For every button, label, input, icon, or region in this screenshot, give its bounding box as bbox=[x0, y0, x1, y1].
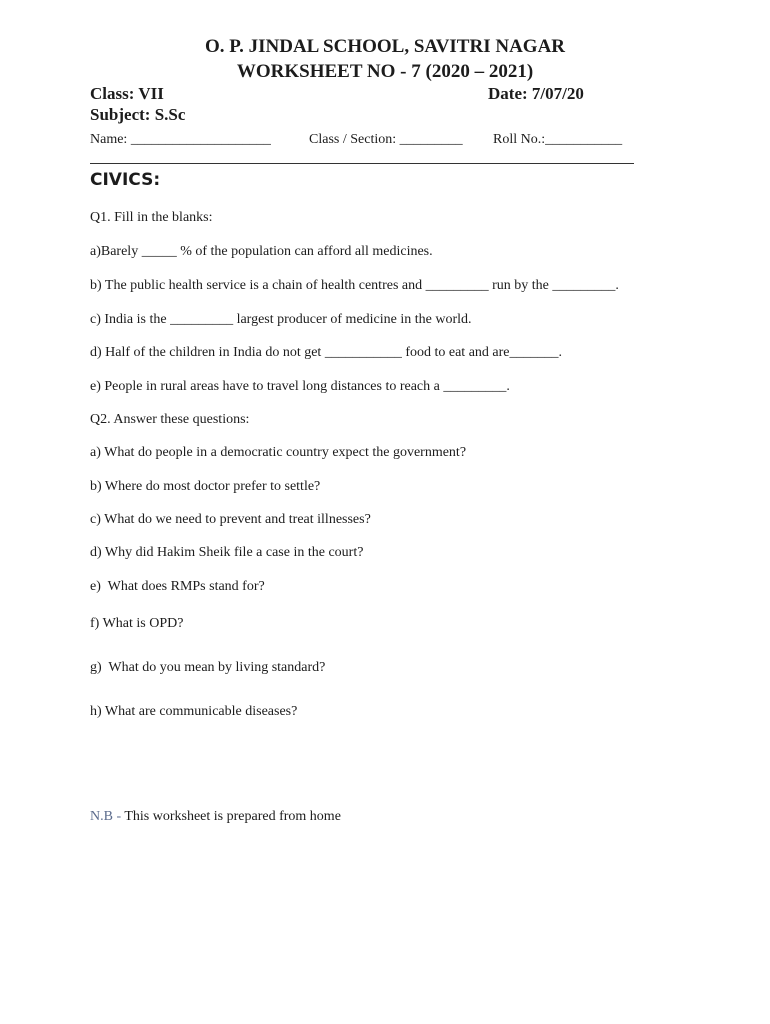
header-divider bbox=[90, 163, 634, 164]
q2-item: b) Where do most doctor prefer to settle? bbox=[90, 479, 321, 494]
note-text: This worksheet is prepared from home bbox=[124, 809, 341, 824]
q1-item: a)Barely _____ % of the population can afford all medicines. bbox=[90, 244, 433, 259]
note-prefix: N.B - bbox=[90, 809, 125, 824]
class-section-field: Class / Section: _________ bbox=[309, 132, 463, 147]
footer-note bbox=[90, 809, 341, 825]
q2-item: g) What do you mean by living standard? bbox=[90, 660, 326, 675]
worksheet-title: WORKSHEET NO - 7 (2020 – 2021) bbox=[236, 61, 534, 82]
name-field: Name: ____________________ bbox=[90, 132, 271, 147]
q2-item: a) What do people in a democratic country expect the government? bbox=[90, 445, 467, 460]
q2-item: e) What does RMPs stand for? bbox=[90, 579, 265, 594]
section-title: CIVICS: bbox=[90, 170, 161, 190]
q2-item: d) Why did Hakim Sheik file a case in the court? bbox=[90, 545, 364, 560]
q2-item: h) What are communicable diseases? bbox=[90, 704, 298, 719]
q1-item: d) Half of the children in India do not get ___________ food to eat and are_______. bbox=[90, 345, 562, 360]
q1-item: e) People in rural areas have to travel long distances to reach a _________. bbox=[90, 379, 510, 394]
q2-item: f) What is OPD? bbox=[90, 616, 184, 631]
school-title: O. P. JINDAL SCHOOL, SAVITRI NAGAR bbox=[204, 36, 566, 57]
roll-no-field: Roll No.:___________ bbox=[493, 132, 623, 147]
q1-item: b) The public health service is a chain of health centres and _________ run by the _________. bbox=[90, 278, 619, 293]
class-label: Class: VII bbox=[90, 84, 164, 103]
date-label: Date: 7/07/20 bbox=[488, 84, 584, 103]
q2-item: c) What do we need to prevent and treat illnesses? bbox=[90, 512, 371, 527]
subject-label: Subject: S.Sc bbox=[90, 105, 186, 124]
q1-heading: Q1. Fill in the blanks: bbox=[90, 210, 213, 225]
q2-heading: Q2. Answer these questions: bbox=[90, 412, 250, 427]
q1-item: c) India is the _________ largest producer of medicine in the world. bbox=[90, 312, 472, 327]
